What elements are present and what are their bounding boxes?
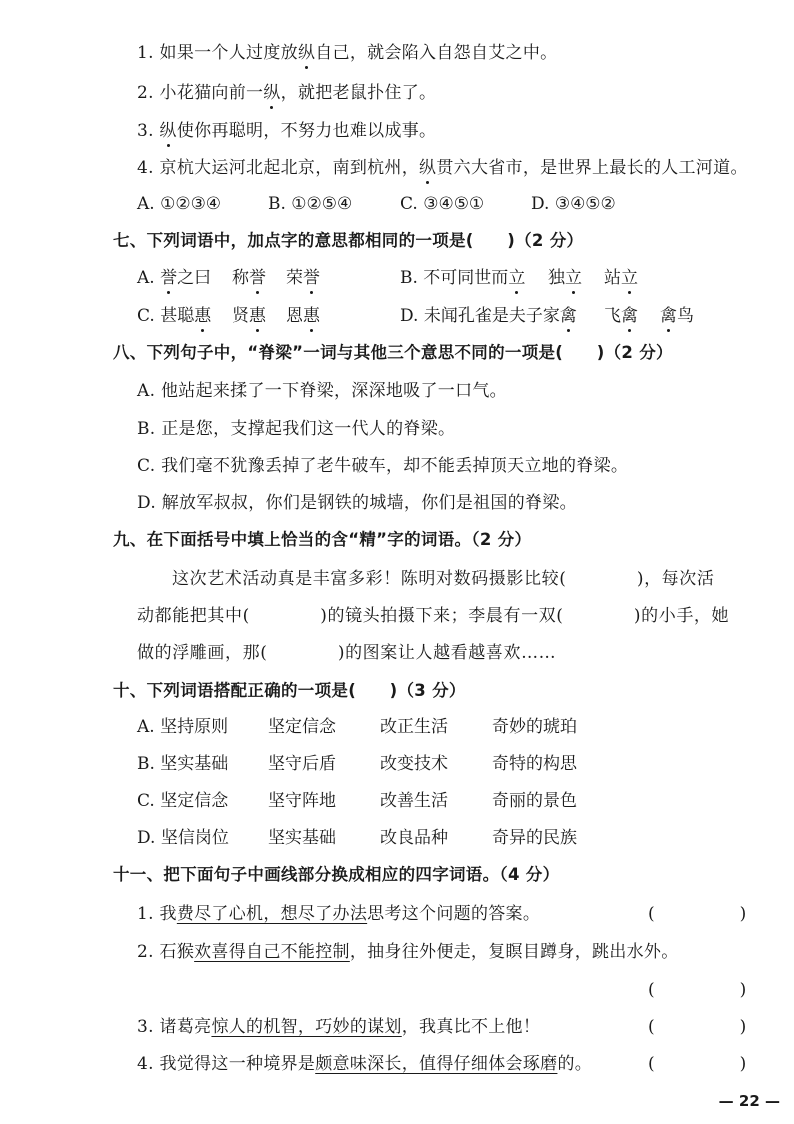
- q9-passage-line-3: 做的浮雕画，那( )的图案让人越看越喜欢……: [137, 643, 557, 663]
- q7-option-b-word-3: 站立: [604, 268, 638, 288]
- q10-row-a-col-1: A. 坚持原则: [137, 717, 229, 737]
- q11-answer-blank-4[interactable]: ( ): [648, 1054, 747, 1074]
- q6-option-a: A. ①②③④: [137, 194, 222, 214]
- q11-sentence-4: 4. 我觉得这一种境界是颇意味深长，值得仔细体会琢磨的。: [137, 1054, 593, 1074]
- underlined-phrase: 颇意味深长，值得仔细体会琢磨: [315, 1054, 558, 1074]
- q7-option-a-word-3: 荣誉: [286, 268, 320, 288]
- q11-title: 十一、把下面句子中画线部分换成相应的四字词语。（4 分）: [113, 865, 560, 884]
- q7-option-d-word-2: 飞禽: [604, 306, 638, 326]
- q7-option-a: A. 誉之曰: [137, 268, 212, 288]
- q6-option-b: B. ①②⑤④: [268, 194, 353, 214]
- q10-row-b-col-1: B. 坚实基础: [137, 754, 229, 774]
- q9-passage-line-1: 这次艺术活动真是丰富多彩！陈明对数码摄影比较( )，每次活: [172, 569, 715, 589]
- q11-sentence-2: 2. 石猴欢喜得自己不能控制，抽身往外便走，复瞑目蹲身，跳出水外。: [137, 942, 679, 962]
- q11-answer-blank-2[interactable]: ( ): [648, 980, 747, 1000]
- emphasis-char: 纵: [419, 158, 437, 178]
- q10-row-d-col-2: 坚实基础: [268, 828, 336, 848]
- q11-answer-blank-3[interactable]: ( ): [648, 1017, 747, 1037]
- page-number: — 22 —: [718, 1092, 780, 1110]
- q7-option-b: B. 不可同世而立: [400, 268, 526, 288]
- q6-sentence-2: 2. 小花猫向前一纵，就把老鼠扑住了。: [137, 83, 437, 103]
- q10-row-c-col-2: 坚守阵地: [268, 791, 336, 811]
- q10-title: 十、下列词语搭配正确的一项是( )（3 分）: [113, 681, 466, 700]
- emphasis-char: 纵: [159, 121, 177, 141]
- q7-option-a-word-2: 称誉: [232, 268, 266, 288]
- q10-row-d-col-4: 奇异的民族: [492, 828, 577, 848]
- q10-row-a-col-4: 奇妙的琥珀: [492, 717, 577, 737]
- q7-option-c-word-2: 贤惠: [232, 306, 266, 326]
- q8-option-b: B. 正是您，支撑起我们这一代人的脊梁。: [137, 419, 456, 439]
- underlined-phrase: 费尽了心机，想尽了办法: [176, 904, 368, 924]
- q8-option-a: A. 他站起来揉了一下脊梁，深深地吸了一口气。: [137, 381, 507, 401]
- q9-title: 九、在下面括号中填上恰当的含“精”字的词语。（2 分）: [113, 530, 532, 549]
- q10-row-b-col-2: 坚守后盾: [268, 754, 336, 774]
- q10-row-c-col-3: 改善生活: [380, 791, 448, 811]
- q7-option-d: D. 未闻孔雀是夫子家禽: [400, 306, 577, 326]
- q11-answer-blank-1[interactable]: ( ): [648, 904, 747, 924]
- underlined-phrase: 惊人的机智，巧妙的谋划: [211, 1017, 402, 1037]
- q10-row-b-col-4: 奇特的构思: [492, 754, 577, 774]
- q10-row-b-col-3: 改变技术: [380, 754, 448, 774]
- q6-sentence-3: 3. 纵使你再聪明，不努力也难以成事。: [137, 121, 437, 141]
- q8-option-d: D. 解放军叔叔，你们是钢铁的城墙，你们是祖国的脊梁。: [137, 493, 577, 513]
- q8-option-c: C. 我们毫不犹豫丢掉了老牛破车，却不能丢掉顶天立地的脊梁。: [137, 456, 629, 476]
- q6-sentence-4: 4. 京杭大运河北起北京，南到杭州，纵贯六大省市，是世界上最长的人工河道。: [137, 158, 748, 178]
- q10-row-a-col-2: 坚定信念: [268, 717, 336, 737]
- q11-sentence-3: 3. 诸葛亮惊人的机智，巧妙的谋划，我真比不上他！: [137, 1017, 541, 1037]
- q6-sentence-1: 1. 如果一个人过度放纵自己，就会陷入自怨自艾之中。: [137, 43, 558, 63]
- underlined-phrase: 欢喜得自己不能控制: [194, 942, 350, 962]
- q7-title: 七、下列词语中，加点字的意思都相同的一项是( )（2 分）: [113, 231, 584, 250]
- q6-option-c: C. ③④⑤①: [400, 194, 485, 214]
- q8-title: 八、下列句子中，“脊梁”一词与其他三个意思不同的一项是( )（2 分）: [113, 343, 673, 362]
- emphasis-char: 纵: [297, 43, 316, 63]
- q10-row-c-col-1: C. 坚定信念: [137, 791, 229, 811]
- q10-row-a-col-3: 改正生活: [380, 717, 448, 737]
- emphasis-char: 纵: [263, 83, 281, 103]
- q10-row-c-col-4: 奇丽的景色: [492, 791, 577, 811]
- q7-option-b-word-2: 独立: [548, 268, 582, 288]
- q7-option-d-word-3: 禽鸟: [660, 306, 694, 326]
- q11-sentence-1: 1. 我费尽了心机，想尽了办法思考这个问题的答案。: [137, 904, 541, 924]
- q6-option-d: D. ③④⑤②: [531, 194, 616, 214]
- q7-option-c-word-3: 恩惠: [286, 306, 320, 326]
- q10-row-d-col-1: D. 坚信岗位: [137, 828, 229, 848]
- q10-row-d-col-3: 改良品种: [380, 828, 448, 848]
- q9-passage-line-2: 动都能把其中( )的镜头拍摄下来；李晨有一双( )的小手，她: [137, 606, 730, 626]
- q7-option-c: C. 甚聪惠: [137, 306, 212, 326]
